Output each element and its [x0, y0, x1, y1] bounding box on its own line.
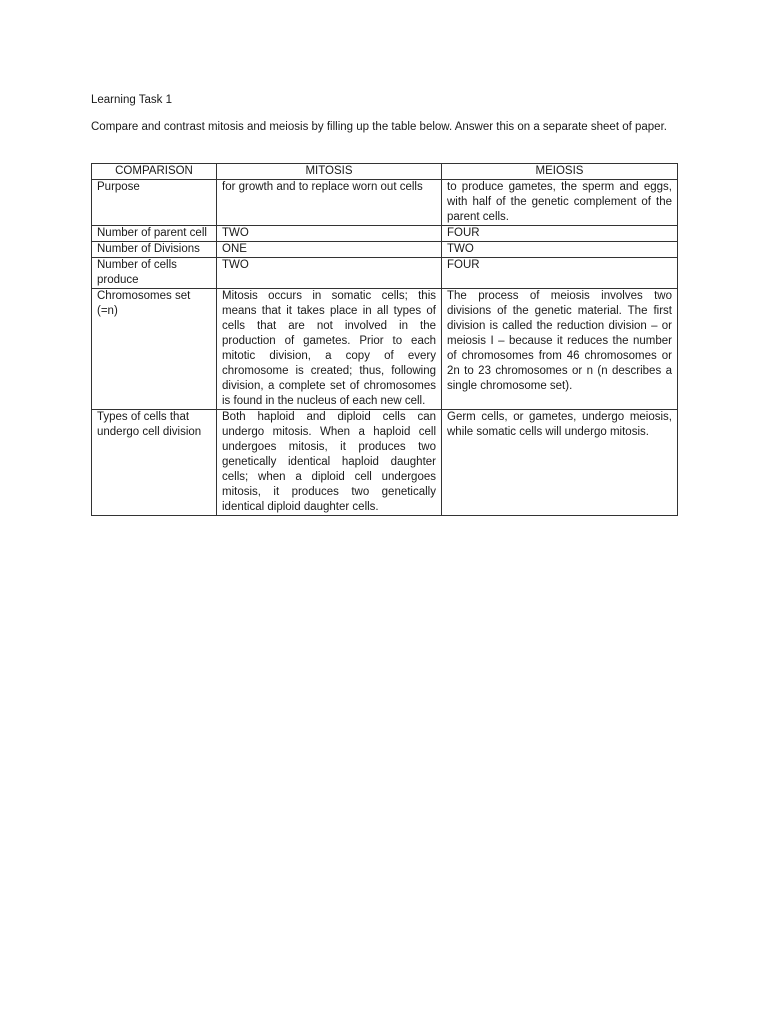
- mitosis-cell: for growth and to replace worn out cells: [217, 180, 442, 226]
- row-label: Number of Divisions: [92, 242, 217, 258]
- task-instructions: Compare and contrast mitosis and meiosis by filling up the table below. Answer this on a separate sheet of paper.: [91, 121, 667, 133]
- meiosis-cell: FOUR: [442, 258, 678, 289]
- row-label: Chromosomes set (=n): [92, 289, 217, 410]
- table-header-row: [92, 164, 678, 180]
- meiosis-cell: FOUR: [442, 226, 678, 242]
- mitosis-cell: TWO: [217, 226, 442, 242]
- meiosis-cell: TWO: [442, 242, 678, 258]
- table-row: [92, 242, 678, 258]
- table-row: [92, 226, 678, 242]
- meiosis-cell: The process of meiosis involves two divisions of the genetic material. The first division is called the reduction division – or meiosis I – because it reduces the number of chromosomes from 46 chromosomes or 2n to 23 chromosomes or n (n describes a single chromosome set).: [442, 289, 678, 410]
- row-label: Purpose: [92, 180, 217, 226]
- row-label: Number of cells produce: [92, 258, 217, 289]
- table-row: [92, 289, 678, 410]
- header-mitosis: MITOSIS: [217, 164, 442, 180]
- row-label: Types of cells that undergo cell division: [92, 410, 217, 516]
- table-row: [92, 410, 678, 516]
- mitosis-cell: Mitosis occurs in somatic cells; this means that it takes place in all types of cells that are not involved in the production of gametes. Prior to each mitotic division, a copy of every chromosome is created; thus, following division, a complete set of chromosomes is found in the nucleus of each new cell.: [217, 289, 442, 410]
- comparison-table: [91, 163, 678, 516]
- row-label: Number of parent cell: [92, 226, 217, 242]
- header-meiosis: MEIOSIS: [442, 164, 678, 180]
- table-row: [92, 258, 678, 289]
- table-row: [92, 180, 678, 226]
- mitosis-cell: ONE: [217, 242, 442, 258]
- meiosis-cell: to produce gametes, the sperm and eggs, with half of the genetic complement of the parent cells.: [442, 180, 678, 226]
- meiosis-cell: Germ cells, or gametes, undergo meiosis, while somatic cells will undergo mitosis.: [442, 410, 678, 516]
- task-heading: Learning Task 1: [91, 94, 172, 106]
- mitosis-cell: TWO: [217, 258, 442, 289]
- header-comparison: COMPARISON: [92, 164, 217, 180]
- mitosis-cell: Both haploid and diploid cells can undergo mitosis. When a haploid cell undergoes mitosis, it produces two genetically identical haploid daughter cells; when a diploid cell undergoes mitosis, it produces two genetically identical diploid daughter cells.: [217, 410, 442, 516]
